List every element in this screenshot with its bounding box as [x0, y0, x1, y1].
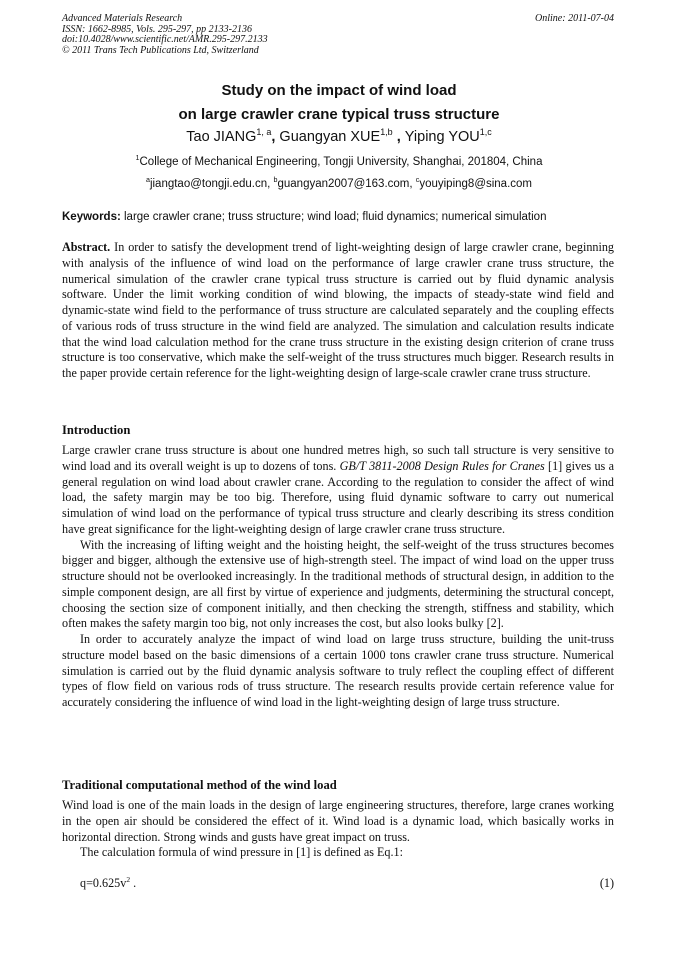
author-name: Yiping YOU	[404, 129, 480, 145]
author-affiliation-mark: 1,c	[479, 127, 492, 138]
paragraph	[62, 443, 614, 538]
paragraph: With the increasing of lifting weight and the hoisting height, the self-weight of the truss structures becomes bigger and bigger, although the extensive use of high-strength steel. The impact of wind load on the upper truss structure should not be overlooked increasingly. In the traditional methods of structural design, in addition to the simple component design, are all first by virtue of experience and judgments, determining the structural concept, choosing the section size of component initially, and then checking the strength, stiffness and stability, which often makes the safety margin too big, not only increases the cost, but also looks bulky [2].	[62, 537, 614, 631]
paper-title-line-1: Study on the impact of wind load	[221, 82, 457, 99]
author-name: Tao JIANG	[186, 129, 257, 145]
author-list	[0, 129, 678, 145]
author-separator: ,	[271, 129, 280, 145]
paragraph: The calculation formula of wind pressure in [1] is defined as Eq.1:	[80, 845, 403, 860]
email-address: guangyan2007@163.com,	[277, 178, 416, 190]
section-heading-introduction: Introduction	[62, 423, 131, 437]
paragraph-text: Large crawler crane truss structure is about one hundred metres high, so such tall structure is very sensitive to wind load and its overall weight is up to dozens of tons.	[62, 443, 614, 473]
affiliation-text: College of Mechanical Engineering, Tongji University, Shanghai, 201804, China	[139, 156, 543, 168]
author-emails	[0, 178, 678, 190]
keywords	[62, 211, 614, 223]
author-affiliation-mark: 1, a	[256, 127, 272, 138]
affiliation-mark: 1	[135, 154, 140, 163]
email-address: youyiping8@sina.com	[419, 178, 533, 190]
keywords-label: Keywords:	[62, 211, 121, 223]
equation-lhs: q=0.625v	[80, 876, 127, 890]
author-separator: ,	[392, 129, 405, 145]
section-heading-traditional-method: Traditional computational method of the wind load	[62, 778, 337, 792]
email-mark: a	[145, 176, 150, 185]
equation-tail: .	[130, 876, 137, 890]
email-mark: c	[415, 176, 420, 185]
author-affiliation-mark: 1,b	[380, 127, 393, 138]
doi-line: doi:10.4028/www.scientific.net/AMR.295-297.2133	[62, 34, 268, 46]
author-name: Guangyan XUE	[279, 129, 381, 145]
affiliation	[0, 156, 678, 168]
paragraph: Wind load is one of the main loads in the design of large engineering structures, therefore, large cranes working in the open air should be considered the effect of it. Wind load is a dynamic load, which basically works in horizontal direction. Strong winds and gusts have great impact on truss.	[62, 798, 614, 844]
online-date: Online: 2011-07-04	[535, 13, 614, 24]
keywords-text: large crawler crane; truss structure; wind load; fluid dynamics; numerical simulation	[120, 211, 547, 223]
email-mark: b	[273, 176, 278, 185]
paragraph: In order to accurately analyze the impact of wind load on large truss structure, building the unit-truss structure model based on the basic dimensions of a certain 1000 tons crawler crane truss structure. Numerical simulation is carried out by the fluid dynamic analysis software to truly reflect the coupling effect of different types of flow field on various rods of truss structure. The research results provide certain reference value for accurately considering the influence of wind load in the light-weighting design of large truss structure.	[62, 632, 614, 709]
traditional-method-body	[62, 798, 614, 861]
journal-header	[62, 14, 614, 56]
paper-title-line-2: on large crawler crane typical truss structure	[178, 106, 500, 123]
copyright-line: © 2011 Trans Tech Publications Ltd, Switzerland	[62, 44, 259, 56]
equation-1	[80, 876, 614, 891]
paragraph-text: [1] gives us a general regulation on wind load about crawler crane. According to the regulation to consider the affect of wind load, the safety margin may be too big. Therefore, using fluid dynamic software to carry out numerical simulation of wind load on the performance of typical truss structure and clearly describing its stress condition have great significance for the light-weighting design of large crawler crane truss structure.	[62, 458, 614, 536]
abstract-text: In order to satisfy the development trend of light-weighting design of large crawler crane, beginning with analysis of the influence of wind load on the performance of large crawler crane truss structure, the numerical simulation of the crawler crane typical truss structure is carried out by fluid dynamic analysis software. Under the limit working condition of wind blowing, the impacts of steady-state wind field and dynamic-state wind field to the performance of truss structure are calculated separately and the coupling effects of various rods of truss structure in the wind field are analyzed. The simulation and calculation results indicate that the wind load calculation method for the crane truss structure in the existing design criterion of crane truss structure is too conservative, which make the self-weight of the truss structures much bigger. Research results in the paper provide certain reference for the light-weighting design of large-scale crawler crane truss structure.	[62, 240, 614, 380]
abstract-label: Abstract.	[62, 240, 111, 254]
journal-name: Advanced Materials Research	[62, 13, 183, 24]
equation-exponent: 2	[126, 874, 131, 884]
abstract	[62, 240, 614, 382]
email-address: jiangtao@tongji.edu.cn,	[149, 178, 274, 190]
issn-line: ISSN: 1662-8985, Vols. 295-297, pp 2133-2136	[62, 23, 252, 35]
introduction-body	[62, 443, 614, 711]
standard-reference: GB/T 3811-2008 Design Rules for Cranes	[339, 458, 545, 473]
equation-number: (1)	[599, 876, 614, 890]
